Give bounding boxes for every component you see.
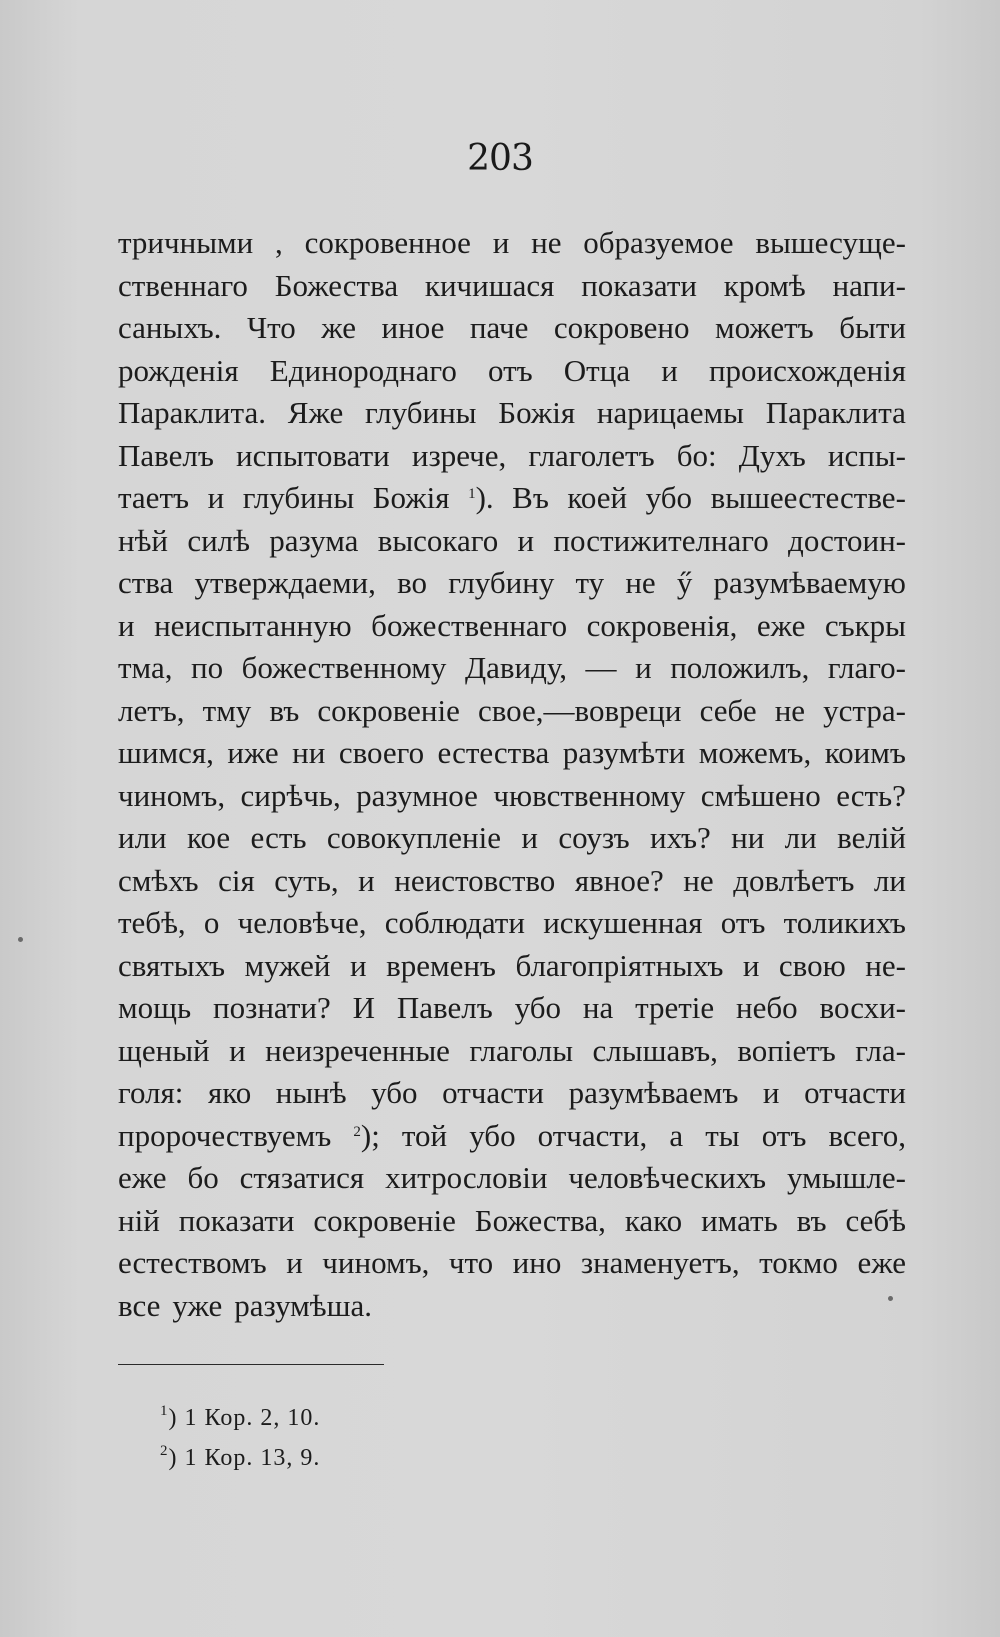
word: отчасти, xyxy=(537,1117,648,1153)
word: ни xyxy=(292,735,326,770)
word: коимъ xyxy=(824,735,906,770)
word: быти xyxy=(839,310,906,345)
word: глубины xyxy=(242,480,355,515)
body-text xyxy=(118,222,906,1327)
word: ни xyxy=(731,820,765,855)
word: отъ xyxy=(761,1117,807,1153)
word: Духъ xyxy=(738,437,806,473)
word: нарицаемы xyxy=(596,395,744,430)
word: той xyxy=(401,1117,448,1153)
text-line xyxy=(118,945,906,988)
text-line xyxy=(118,520,906,563)
word: кичишася xyxy=(424,267,555,303)
word: щеный xyxy=(118,1032,210,1068)
word: Божія xyxy=(498,395,576,430)
word: Павелъ xyxy=(118,437,214,473)
word: что xyxy=(448,1245,494,1280)
word: бо xyxy=(187,1160,219,1195)
text-line xyxy=(118,647,906,690)
word: совокупленіе xyxy=(326,820,501,855)
word: летъ, xyxy=(118,692,185,728)
word: разумѣти xyxy=(562,735,686,770)
word: шимся, xyxy=(118,735,214,770)
word: разумѣваемую xyxy=(713,565,906,600)
word: и xyxy=(661,352,678,388)
word: кое xyxy=(187,820,231,855)
word: человѣческихъ xyxy=(568,1160,767,1195)
word: разумѣша. xyxy=(234,1287,373,1323)
word: неистовство xyxy=(394,862,556,898)
word: глаго- xyxy=(827,650,906,685)
word: гла- xyxy=(855,1032,906,1068)
word: небо xyxy=(736,990,798,1025)
word: И xyxy=(352,990,376,1025)
word: смѣшено xyxy=(700,777,821,813)
word: коей xyxy=(567,480,628,515)
word: отчасти xyxy=(442,1075,544,1110)
word: всего, xyxy=(828,1117,906,1153)
word: Давиду, xyxy=(464,650,567,685)
word: утверждаеми, xyxy=(194,565,376,600)
word: чиномъ, xyxy=(322,1245,430,1280)
word: Яже xyxy=(287,395,344,430)
footnote-1 xyxy=(160,1398,320,1438)
word: божественнаго xyxy=(371,607,568,643)
word: сія xyxy=(218,862,255,898)
word: и xyxy=(521,820,538,855)
word: кромѣ xyxy=(723,267,806,303)
word: изрече, xyxy=(411,437,507,473)
word: вопіетъ xyxy=(737,1032,836,1068)
word: и xyxy=(742,947,760,983)
word: и xyxy=(118,607,135,643)
word: ли xyxy=(784,820,817,855)
text-line xyxy=(118,562,906,605)
word: велій xyxy=(837,820,906,855)
word: Отца xyxy=(563,352,631,388)
footnote-marker: $^2$) xyxy=(160,1443,178,1471)
word: образуемое xyxy=(583,225,734,260)
word: не xyxy=(531,225,562,260)
text-line xyxy=(118,307,906,350)
text-line xyxy=(118,987,906,1030)
word: святыхъ xyxy=(118,947,225,983)
footnote-divider xyxy=(118,1364,384,1365)
word: Божія xyxy=(372,480,450,515)
word: явное? xyxy=(574,862,664,898)
text-line xyxy=(118,1242,906,1285)
word: естества xyxy=(437,735,550,770)
word: сокровенія, xyxy=(586,607,738,643)
text-line xyxy=(118,1030,906,1073)
word: себе xyxy=(699,692,757,728)
word: не xyxy=(625,565,656,600)
word: паче xyxy=(469,310,529,345)
word: ній xyxy=(118,1202,160,1238)
word: испытовати xyxy=(236,437,390,473)
word: человѣче, xyxy=(237,905,367,940)
word: естествомъ xyxy=(118,1245,267,1280)
word: таетъ xyxy=(118,480,190,515)
word: тма, xyxy=(118,650,173,685)
text-line xyxy=(118,690,906,733)
word: и xyxy=(762,1075,780,1110)
word: высокаго xyxy=(377,522,499,558)
footnote-text: 1 Кор. 13, 9. xyxy=(177,1445,321,1471)
word: о xyxy=(203,905,220,940)
text-line xyxy=(118,350,906,393)
word: показати xyxy=(178,1202,295,1238)
word: благопріятныхъ xyxy=(515,947,724,983)
word: убо xyxy=(469,1117,516,1153)
word: ино xyxy=(512,1245,562,1280)
word: вышеестестве- xyxy=(710,480,906,515)
word: себѣ xyxy=(845,1202,906,1238)
word: испы- xyxy=(827,437,906,473)
word: и xyxy=(286,1245,303,1280)
word: отъ xyxy=(487,352,533,388)
word: чювственному xyxy=(493,777,686,813)
footnotes xyxy=(160,1398,320,1478)
word: токмо xyxy=(759,1245,838,1280)
word: разумѣваемъ xyxy=(568,1075,739,1110)
word: соузъ xyxy=(558,820,630,855)
word: неиспытанную xyxy=(154,607,352,643)
word: пророчествуемъ xyxy=(118,1117,332,1153)
word: по xyxy=(191,650,224,685)
word: нѣй xyxy=(118,522,169,558)
text-line xyxy=(118,1115,906,1158)
word: глаголетъ xyxy=(528,437,655,473)
word: умышле- xyxy=(786,1160,906,1195)
word: Параклита. xyxy=(118,395,266,430)
text-line xyxy=(118,817,906,860)
word: ства xyxy=(118,565,174,600)
word: происхожденія xyxy=(708,352,906,388)
word: восхи- xyxy=(819,990,906,1025)
word: имать xyxy=(701,1202,778,1238)
word: есть xyxy=(250,820,307,855)
footnote-2 xyxy=(160,1438,320,1478)
word: съкры xyxy=(824,607,906,643)
page-number: 203 xyxy=(467,138,533,179)
text-line xyxy=(118,775,906,818)
text-line xyxy=(118,392,906,435)
word: $^2$); xyxy=(353,1117,380,1153)
word: и xyxy=(517,522,535,558)
word: силѣ xyxy=(187,522,250,558)
word: глубины xyxy=(365,395,477,430)
word: ӳ xyxy=(676,565,693,600)
text-line xyxy=(118,1200,906,1243)
text-line xyxy=(118,605,906,648)
word: вышесуще- xyxy=(755,225,906,260)
word: смѣхъ xyxy=(118,862,199,898)
word: уже xyxy=(172,1287,223,1323)
word: напи- xyxy=(832,267,906,303)
word: положилъ, xyxy=(670,650,810,685)
text-line xyxy=(118,860,906,903)
word: достоин- xyxy=(788,522,906,558)
word: Единороднаго xyxy=(269,352,457,388)
word: неизреченные xyxy=(265,1032,450,1068)
word: и xyxy=(358,862,375,898)
footnote-marker: $^1$) xyxy=(160,1403,178,1431)
word: и xyxy=(350,947,367,983)
text-line xyxy=(118,1285,906,1328)
word: устра- xyxy=(823,692,906,728)
text-line xyxy=(118,1072,906,1115)
text-line xyxy=(118,732,906,775)
word: свое,—вовреци xyxy=(477,692,682,728)
word: рожденія xyxy=(118,352,239,388)
word: сокровеніе xyxy=(317,692,460,728)
word: глаголы xyxy=(469,1032,574,1068)
word: ли xyxy=(873,862,906,898)
word: сокровенное xyxy=(304,225,471,260)
word: саныхъ. xyxy=(118,310,222,345)
word: и xyxy=(229,1032,246,1068)
word: на xyxy=(582,990,614,1025)
word: убо xyxy=(371,1075,418,1110)
word: мощь xyxy=(118,990,192,1025)
word: стязатися xyxy=(239,1160,365,1195)
text-line xyxy=(118,435,906,478)
word: не xyxy=(683,862,714,898)
word: постижителнаго xyxy=(553,522,769,558)
word: можемъ, xyxy=(698,735,812,770)
word: соблюдати xyxy=(384,905,525,940)
word: во xyxy=(397,565,428,600)
word: а xyxy=(669,1117,684,1153)
word: въ xyxy=(269,692,300,728)
word: отчасти xyxy=(804,1075,906,1110)
word: своего xyxy=(338,735,425,770)
word: знаменуетъ, xyxy=(580,1245,740,1280)
word: и xyxy=(492,225,510,260)
word: хитрословіи xyxy=(385,1160,548,1195)
word: толикихъ xyxy=(783,905,906,940)
word: Что xyxy=(246,310,296,345)
word: отъ xyxy=(720,905,766,940)
word: сокровеніе xyxy=(313,1202,456,1238)
text-line xyxy=(118,265,906,308)
word: бо: xyxy=(676,437,717,473)
word: нынѣ xyxy=(275,1075,347,1110)
word: и xyxy=(207,480,225,515)
word: тму xyxy=(202,692,252,728)
paper-speck xyxy=(18,937,23,942)
text-line xyxy=(118,477,906,520)
word: иже xyxy=(227,735,279,770)
word: все xyxy=(118,1287,161,1323)
word: сокровено xyxy=(553,310,690,345)
text-line xyxy=(118,222,906,265)
word: еже xyxy=(118,1160,167,1195)
word: , xyxy=(275,225,283,260)
word: убо xyxy=(645,480,693,515)
word: слышавъ, xyxy=(592,1032,718,1068)
word: Божества xyxy=(274,267,399,303)
word: тебѣ, xyxy=(118,905,186,940)
word: мужей xyxy=(244,947,331,983)
word: $^1$). xyxy=(468,480,494,515)
word: не- xyxy=(865,947,906,983)
word: или xyxy=(118,820,167,855)
text-line xyxy=(118,1157,906,1200)
word: ту xyxy=(575,565,605,600)
word: разумное xyxy=(356,777,478,813)
word: тричными xyxy=(118,225,254,260)
word: Божества, xyxy=(474,1202,606,1238)
word: Въ xyxy=(512,480,549,515)
word: не xyxy=(774,692,806,728)
word: показати xyxy=(581,267,697,303)
word: божественному xyxy=(241,650,447,685)
word: ты xyxy=(705,1117,740,1153)
word: глубину xyxy=(448,565,555,600)
word: сирѣчь, xyxy=(240,777,341,813)
word: суть, xyxy=(274,862,339,898)
word: есть? xyxy=(836,777,906,813)
word: еже xyxy=(857,1245,906,1280)
word: яко xyxy=(207,1075,252,1110)
paper-speck xyxy=(888,1296,893,1301)
word: еже xyxy=(756,607,806,643)
word: свою xyxy=(778,947,846,983)
word: ственнаго xyxy=(118,267,248,303)
word: убо xyxy=(514,990,561,1025)
word: чиномъ, xyxy=(118,777,226,813)
word: Павелъ xyxy=(396,990,493,1025)
word: — xyxy=(585,650,617,685)
word: же xyxy=(321,310,357,345)
footnote-text: 1 Кор. 2, 10. xyxy=(177,1405,321,1431)
word: разума xyxy=(269,522,359,558)
word: познати? xyxy=(213,990,331,1025)
word: третіе xyxy=(635,990,715,1025)
word: временъ xyxy=(386,947,496,983)
word: и xyxy=(635,650,652,685)
word: голя: xyxy=(118,1075,184,1110)
word: въ xyxy=(796,1202,827,1238)
word: искушенная xyxy=(543,905,703,940)
word: ихъ? xyxy=(650,820,711,855)
word: иное xyxy=(381,310,445,345)
word: можетъ xyxy=(715,310,814,345)
word: довлѣетъ xyxy=(733,862,855,898)
word: како xyxy=(624,1202,683,1238)
text-line xyxy=(118,902,906,945)
word: Параклита xyxy=(765,395,906,430)
